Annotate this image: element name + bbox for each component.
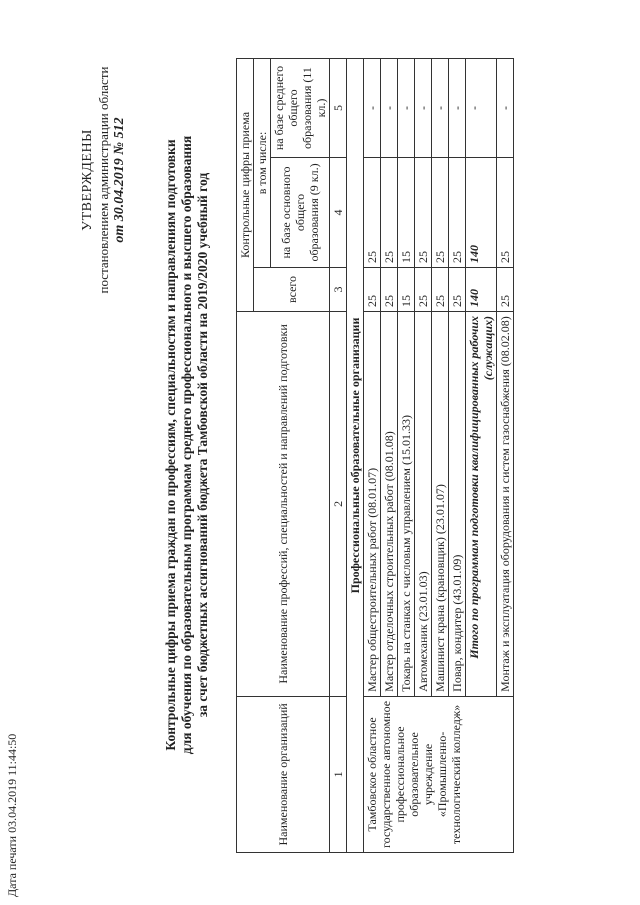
header-name: Наименование профессий, специальностей и направлений подготовки [237,311,330,696]
col-number: 3 [330,267,347,311]
total-row-label: Итого по программам подготовки квалифицированных рабочих (служащих) [466,311,497,696]
approval-date: от 30.04.2019 № 512 [112,117,127,243]
title-line-2: для обучения по образовательным программам среднего профессионального и высшего образования [179,135,194,755]
title-line-1: Контрольные цифры приема граждан по профессиям, специальностям и направлениям подготовки [163,139,178,751]
program-name: Повар, кондитер (43.01.09) [449,311,466,696]
section-title: Профессиональные образовательные организации [347,59,364,853]
secondary-cell: - [364,59,381,158]
basic-cell: 25 [497,158,514,268]
basic-cell: 140 [466,158,497,268]
org-name: Тамбовское областное государственное автономное профессиональное образовательное учреждение «Промышленно-технологический колледж» [364,696,514,852]
basic-cell: 25 [364,158,381,268]
program-name: Автомеханик (23.01.03) [415,311,432,696]
total-cell: 25 [415,267,432,311]
header-total: всего [254,267,330,311]
basic-cell: 25 [415,158,432,268]
total-cell: 25 [497,267,514,311]
secondary-cell: - [432,59,449,158]
basic-cell: 25 [381,158,398,268]
header-basic: на базе основного общего образования (9 кл.) [271,158,330,268]
col-number: 1 [330,696,347,852]
header-control: Контрольные цифры приема [237,59,254,312]
admission-table [236,58,514,853]
total-cell: 15 [398,267,415,311]
total-cell: 25 [381,267,398,311]
header-incl: в том числе: [254,59,271,268]
col-number: 2 [330,311,347,696]
total-cell: 25 [432,267,449,311]
approval-block [80,0,128,360]
title-line-3: за счет бюджетных ассигнований бюджета Тамбовской области на 2019/2020 учебный год [195,172,210,718]
header-org: Наименование организаций [237,696,330,852]
program-name: Мастер отделочных строительных работ (08.01.08) [381,311,398,696]
secondary-cell: - [466,59,497,158]
section-row [347,59,364,853]
secondary-cell: - [398,59,415,158]
program-name: Мастер общестроительных работ (08.01.07) [364,311,381,696]
total-cell: 25 [364,267,381,311]
basic-cell: 25 [432,158,449,268]
col-number: 5 [330,59,347,158]
program-name: Монтаж и эксплуатация оборудования и систем газоснабжения (08.02.08) [497,311,514,696]
document-title [163,65,211,825]
approval-line: постановлением администрации области [96,66,111,294]
program-name: Токарь на станках с числовым управлением (15.01.33) [398,311,415,696]
secondary-cell: - [497,59,514,158]
basic-cell: 25 [449,158,466,268]
secondary-cell: - [415,59,432,158]
header-secondary: на базе среднего общего образования (11 кл.) [271,59,330,158]
secondary-cell: - [449,59,466,158]
table-row [364,59,381,853]
approval-title: УТВЕРЖДЕНЫ [80,129,95,231]
total-cell: 25 [449,267,466,311]
total-cell: 140 [466,267,497,311]
program-name: Машинист крана (крановщик) (23.01.07) [432,311,449,696]
print-date: Дата печати 03.04.2019 11:44:50 [5,733,19,897]
basic-cell: 15 [398,158,415,268]
col-number: 4 [330,158,347,268]
column-number-row [330,59,347,853]
secondary-cell: - [381,59,398,158]
